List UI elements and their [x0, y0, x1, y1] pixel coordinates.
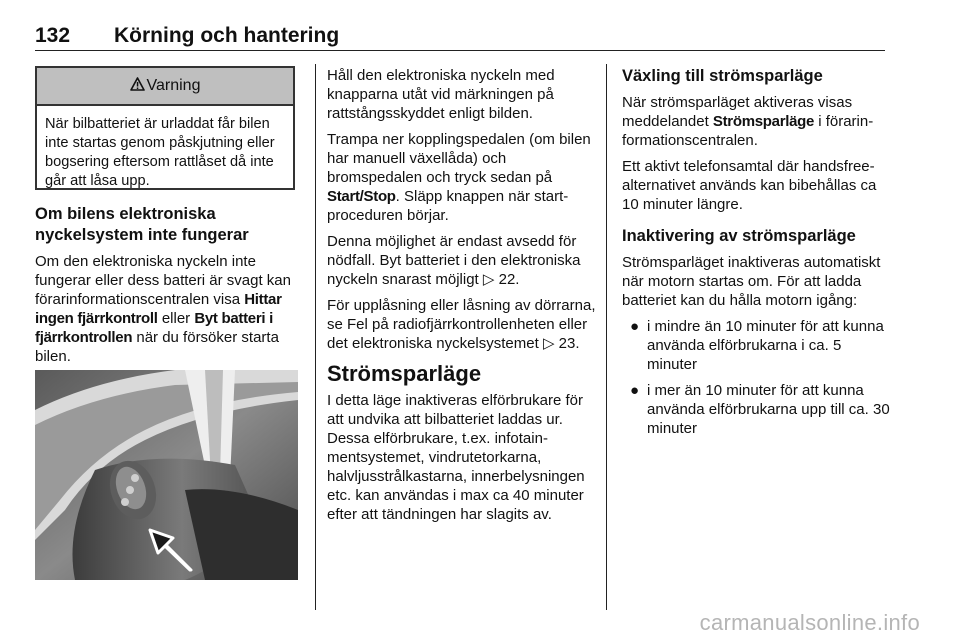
page-reference[interactable]: 22. [498, 271, 520, 288]
middle-column [327, 66, 599, 531]
column-divider-1 [315, 64, 316, 610]
page-ref-arrow-icon: ▷ [542, 335, 555, 352]
list-item: ● i mer än 10 minuter för att kunna använda elförbrukarna upp till ca. 30 minuter [630, 382, 890, 437]
section-title: Strömsparläge [327, 361, 482, 386]
warning-header [37, 68, 293, 106]
right-paragraph-3: Strömsparläget inaktiveras automatiskt när motorn startas om. För att ladda batteriet kan du hålla motorn igång: [622, 254, 881, 309]
key-position-photo [35, 370, 298, 580]
right-paragraph-1: När strömsparläget aktiveras visas meddelandet Strömsparläge i förarinformationscentralen. [622, 94, 874, 149]
warning-text: När bilbatteriet är urladdat får bilen inte startas genom påskjutning eller bogsering eftersom rattlåset då inte går att låsa upp. [45, 116, 275, 189]
chapter-title: Körning och hantering [114, 24, 340, 47]
middle-paragraph-3: Denna möjlighet är endast avsedd för nödfall. Byt batteriet i den elektroniska nyckeln snarast möjligt ▷ 22. [327, 233, 581, 288]
header-rule [35, 50, 885, 51]
watermark: carmanualsonline.info [699, 610, 920, 635]
middle-paragraph-1: Håll den elektroniska nyckeln med knapparna utåt vid märkningen på rattstångsskyddet enligt bilden. [327, 67, 555, 122]
middle-paragraph-5: I detta läge inaktiveras elförbrukare för att undvika att bilbatteriet laddas ur. Dessa elförbrukare, t.ex. infotainmentsystemet, vindrutetorkarna, halvljusstrålkastarna, innerbelysningen etc. kan användas i max ca 40 minuter efter att tändningen har slagits av. [327, 392, 585, 523]
middle-paragraph-2: Trampa ner kopplingspedalen (om bilen har manuell växellåda) och bromspedalen och tryck sedan på Start/Stop. Släpp knappen när startproceduren börjar. [327, 131, 591, 224]
warning-triangle-icon [130, 77, 145, 96]
bullet-icon: ● [630, 382, 640, 399]
warning-title: Varning [146, 77, 201, 94]
left-paragraph: Om den elektroniska nyckeln inte fungerar eller dess batteri är svagt kan förarinformationscentralen visa Hittar ingen fjärrkontroll eller Byt batteri i fjärrkontrollen när du försöker starta bilen. [35, 253, 291, 365]
list-item: ● i mindre än 10 minuter för att kunna använda elförbrukarna i ca. 5 minuter [630, 318, 884, 373]
left-heading: Om bilens elektroniska nyckelsystem inte fungerar [35, 205, 249, 244]
right-heading-1: Växling till strömsparläge [622, 67, 823, 85]
right-paragraph-2: Ett aktivt telefonsamtal där handsfree-alternativet används kan bibehållas ca 10 minuter längre. [622, 158, 877, 213]
warning-box [35, 66, 295, 190]
page-ref-arrow-icon: ▷ [482, 271, 495, 288]
page-header [35, 24, 885, 50]
right-column [622, 66, 890, 445]
bullet-icon: ● [630, 318, 640, 335]
middle-paragraph-4: För upplåsning eller låsning av dörrarna, se Fel på radiofjärrkontrollenheten eller det elektroniska nyckelsystemet ▷ 23. [327, 297, 596, 352]
column-divider-2 [606, 64, 607, 610]
page-reference[interactable]: 23. [558, 335, 580, 352]
bullet-list [622, 317, 890, 438]
right-heading-2: Inaktivering av strömsparläge [622, 227, 856, 245]
page-number: 132 [35, 24, 71, 47]
left-column [35, 204, 300, 373]
